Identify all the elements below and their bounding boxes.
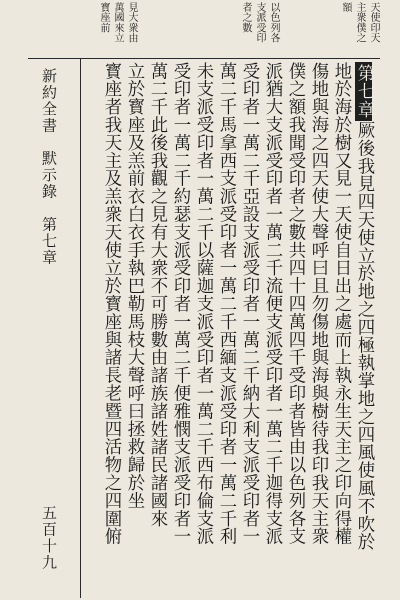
headnote-line: 以色列各: [268, 2, 279, 44]
text-column: 未支派受印者一萬二千以薩迦支派受印者一萬二千西布倫支派: [193, 62, 213, 546]
headnote-line: 寳座前: [98, 2, 109, 33]
chapter-label: 第七章: [354, 64, 374, 120]
headnote-line: 者之數: [240, 2, 251, 33]
sidebar-chapter: 第七章: [40, 216, 58, 266]
text-column: 僕之額我聞受印者之數共四十四萬四千受印者皆由以色列各支: [285, 62, 305, 546]
text-column: 傷地與海之四天使大聲呼曰且勿傷地與海與樹待我印我天主衆: [308, 62, 328, 546]
book-title: 新約全書: [40, 68, 58, 134]
headnote-line: 見大衆由: [126, 2, 137, 44]
book-name: 默示錄: [40, 150, 58, 200]
text-column: 萬二千馬拿西支派受印者一萬二千西緬支派受印者一萬二千利: [216, 62, 236, 546]
text-column: 寳座者我天主及羔衆天使立於寳座與諸長老暨四活物之四圍俯: [101, 62, 121, 546]
headnote-line: 額: [340, 2, 351, 13]
text-column: 受印者一萬二千約瑟支派受印者一萬二千便雅憫支派受印者一: [170, 62, 190, 546]
headnote-line: 天使印天: [368, 2, 379, 44]
running-head: [36, 68, 56, 448]
headnote-line: 支派受印: [254, 2, 265, 44]
headnote-line: 主衆僕之: [354, 2, 365, 44]
text-column: 第七章厥後我見四天使立於地之四極執掌地之四風使風不吹於: [354, 64, 374, 551]
page-number: 五百十九: [40, 505, 58, 571]
text-column: 萬二千此後我觀之見有大衆不可勝數由諸族諸姓諸民諸國來: [147, 62, 167, 528]
text-column: 地於海於樹又見一天使自日出之處而上執永生天主之印向得權: [331, 62, 351, 546]
sidebar-rule: [80, 58, 81, 598]
headnote-line: 萬國來立: [112, 2, 123, 44]
text-column: 立於寳座及羔前衣白衣手執巴勒馬枝大聲呼曰拯救歸於坐: [124, 62, 144, 510]
text-column: 受印者一萬二千亞設支派受印者一萬二千納大利支派受印者一: [239, 62, 259, 546]
text-column: 派猶大支派受印者一萬二千流便支派受印者一萬二千迦得支派: [262, 62, 282, 546]
